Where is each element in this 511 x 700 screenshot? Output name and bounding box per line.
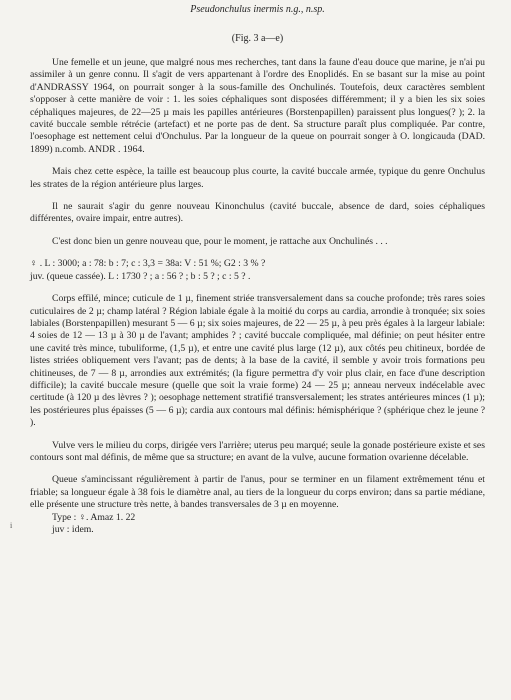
paragraph-description: Corps effilé, mince; cuticule de 1 µ, finement striée transversalement dans sa couche profonde; très rares soies cuticulaires de 2 µ; champ latéral ? Région labiale égale à la moitié du corps au cardia, arrondie à tronquée; six soies labiales (Borstenpapillen) mesurant 5 — 6 µ; six soies majeures, de 22 — 25 µ, à peu près égales à la largeur labiale: 4 soies de 12 — 13 µ à 30 µ de l'avant; amphides ? ; cavité buccale compliquée, mal définie; on peut hésiter entre une cavité très mince, tubuliforme, (1,5 µ), et entre une cavité plus large (12 µ), aux côtés peu chitineux, bordée de listes striées obliquement vers l'avant; pas de dents; à la base de la cavité, il semble y avoir trois formations peu chitineuses, de 7 — 8 µ, arrondies aux extrémités; (la figure permettra d'y voir plus clair, en face d'une description difficile); la cavité buccale mesure (quelle que soit la vraie forme) 24 — 25 µ; anneau nerveux indécelable avec certitude (à 120 µ des lèvres ? ); oesophage nettement stratifié transversalement; les strates antérieures minces (1 µ); les postérieures plus épaisses (5 — 6 µ); cardia aux contours mal définis: hémisphérique ? (sphérique chez le jeune ? ). xyxy=(30,293,485,429)
paragraph-2: Mais chez cette espèce, la taille est beaucoup plus courte, la cavité buccale armée, typique du genre Onchulus les strates de la région antérieure plus larges. xyxy=(30,166,485,190)
type-line-female: Type : ♀. Amaz 1. 22 xyxy=(52,511,136,523)
figure-reference: (Fig. 3 a—e) xyxy=(231,33,284,44)
paragraph-vulva: Vulve vers le milieu du corps, dirigée vers l'arrière; uterus peu marqué; seule la gonade postérieure existe et ses contours sont mal définis, de même que sa structure; en avant de la vulve, aucune formation ovarienne décelable. xyxy=(30,439,485,463)
species-title: Pseudonchulus inermis n.g., n.sp. xyxy=(190,4,325,15)
measurement-formula-female: ♀ . L : 3000; a : 78: b : 7; c : 3,3 = 38a: V : 51 %; G2 : 3 % ? xyxy=(30,258,266,270)
paragraph-4: C'est donc bien un genre nouveau que, pour le moment, je rattache aux Onchulinés . . . xyxy=(52,235,388,247)
measurement-formula-juvenile: juv. (queue cassée). L : 1730 ? ; a : 56 ? ; b : 5 ? ; c : 5 ? . xyxy=(30,270,251,282)
margin-mark: i xyxy=(10,521,13,530)
paragraph-tail: Queue s'amincissant régulièrement à partir de l'anus, pour se terminer en un filament extrêmement ténu et friable; sa longueur égale à 38 fois le diamètre anal, au tiers de la longueur du corps environ; dans sa partie médiane, elle présente une structure très nette, à bandes transversales de 3 µ en moyenne. xyxy=(30,474,485,511)
paragraph-3: Il ne saurait s'agir du genre nouveau Kinonchulus (cavité buccale, absence de dard, soies céphaliques différentes, ovaire impair, entre autres). xyxy=(30,201,485,225)
type-line-juvenile: juv : idem. xyxy=(52,524,94,535)
paragraph-1: Une femelle et un jeune, que malgré nous mes recherches, tant dans la faune d'eau douce que marine, je n'ai pu assimiler à un genre connu. Il s'agit de vers appartenant à l'ordre des Enoplidés. En se basant sur la mise au point d'ANDRASSY 1964, on pourrait songer à la sous-famille des Onchulinés. Toutefois, deux caractères semblent s'opposer à cette manière de voir : 1. les soies céphaliques sont disposées différemment; il y a bien les six soies céphaliques majeures, de 22—25 µ mais les papilles antérieures (Borstenpapillen) paraissent plus longues(? ); 2. la cavité buccale semble rétrécie (artefact) et ne porte pas de dent. Sa structure paraît plus compliquée. Par contre, l'oesophage est nettement celui d'Onchulus. Par la longueur de la queue on pourrait songer à O. longicauda (DAD. 1899) n.comb. ANDR . 1964. xyxy=(30,57,485,155)
